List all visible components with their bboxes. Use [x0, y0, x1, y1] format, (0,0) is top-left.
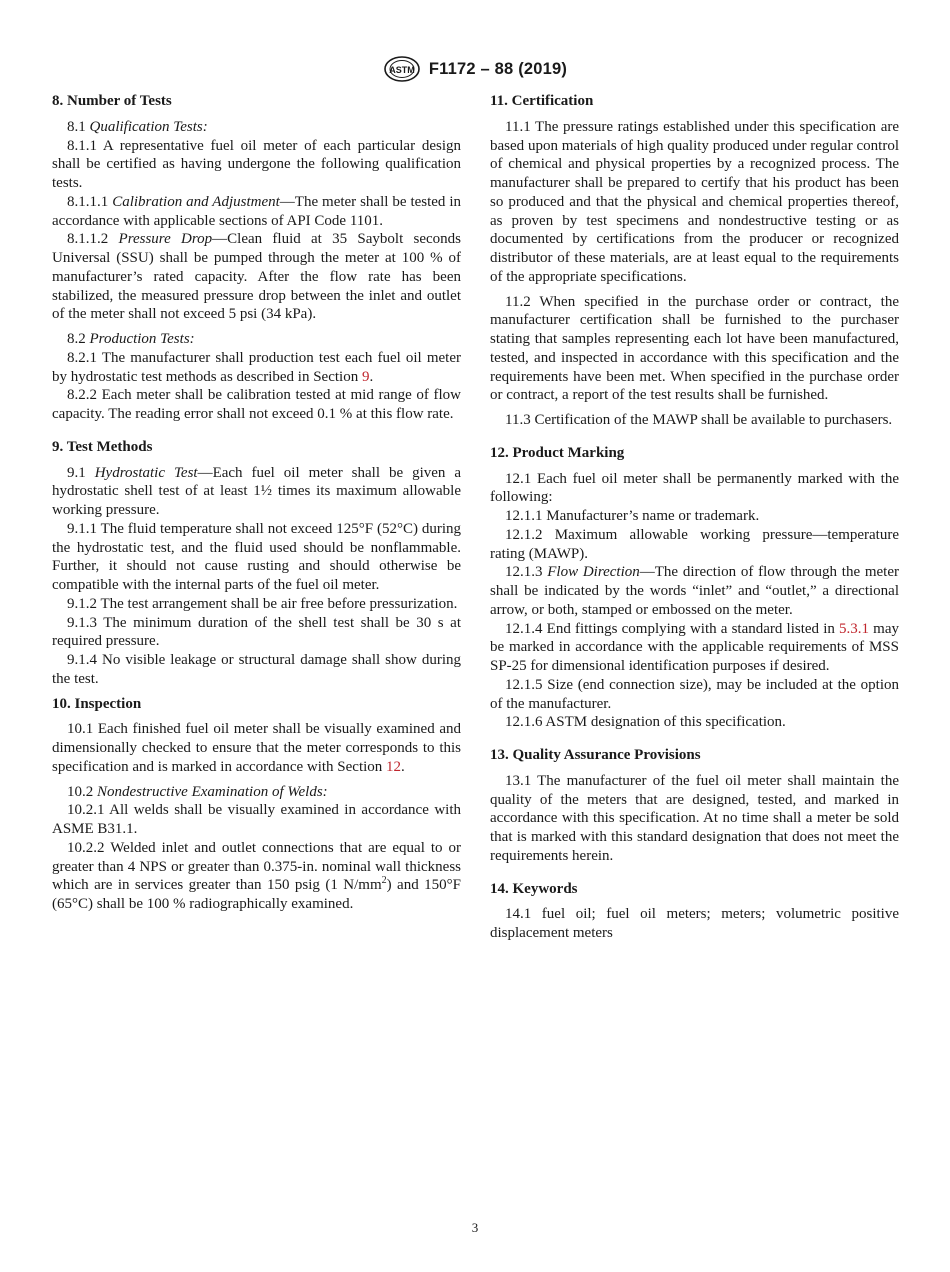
para-12-1-3: 12.1.3 Flow Direction—The direction of flow through the meter shall be indicated by the words “inlet” and “outlet,” a directional arrow, or both, stamped or embossed on the meter. [490, 564, 899, 618]
para-9-1-1: 9.1.1 The fluid temperature shall not exceed 125°F (52°C) during the hydrostatic test, and the fluid used should be nonflammable. Further, it should not cause rusting and should otherwise be compatible with the internal parts of the fuel oil meter. [52, 520, 461, 593]
para-10-2-1: 10.2.1 All welds shall be visually examined in accordance with ASME B31.1. [52, 802, 461, 837]
svg-text:ASTM: ASTM [389, 65, 415, 75]
section-13-heading: 13. Quality Assurance Provisions [490, 747, 701, 763]
para-9-1-3: 9.1.3 The minimum duration of the shell test shall be 30 s at required pressure. [52, 614, 461, 650]
para-8-2: 8.2 Production Tests: [67, 331, 195, 347]
section-10-heading: 10. Inspection [52, 695, 142, 712]
para-9-1: 9.1 Hydrostatic Test—Each fuel oil meter shall be given a hydrostatic shell test of at least 1½ times its maximum allowable working pressure. [52, 464, 462, 518]
section-5-3-1-link[interactable]: 5.3.1 [839, 620, 870, 637]
para-11-1: 11.1 The pressure ratings established under this specification are based upon materials of high quality produced under regular control of chemical and physical properties by a recognized process. The manufacturer shall be prepared to certify that his product has been so produced and that the physical and chemical properties thereof, as proven by test specimens and nondestructive testing or as documented by certifications from the producer or recognized distributor of these materials, are at least equal to the requirements of the appropriate specifications. [490, 118, 899, 285]
section-12-heading: 12. Product Marking [490, 444, 625, 461]
section-9-heading: 9. Test Methods [52, 438, 153, 455]
para-8-1-1: 8.1.1 A representative fuel oil meter of each particular design shall be certified as having undergone the following qualification tests. [52, 137, 461, 191]
para-11-3: 11.3 Certification of the MAWP shall be available to purchasers. [505, 412, 893, 428]
section-12-link[interactable]: 12 [386, 758, 402, 775]
para-11-2: 11.2 When specified in the purchase order or contract, the manufacturer certification shall be furnished to the purchaser stating that samples representing each lot have been manufactured, tested, and inspected in accordance with this specification and the requirements have been met. When specified in the purchase order or contract, a report of the test results shall be furnished. [490, 293, 899, 404]
para-14-1: 14.1 fuel oil; fuel oil meters; meters; volumetric positive displacement meters [490, 906, 899, 941]
section-8-heading: 8. Number of Tests [52, 93, 172, 109]
para-10-2: 10.2 Nondestructive Examination of Welds: [67, 783, 328, 800]
page-header [0, 56, 950, 82]
left-column [52, 92, 461, 914]
para-12-1-1: 12.1.1 Manufacturer’s name or trademark. [505, 508, 760, 524]
para-10-1: 10.1 Each finished fuel oil meter shall be visually examined and dimensionally checked to ensure that the meter corresponds to this specification and is marked in accordance with Section 12. [52, 721, 461, 775]
para-8-1-1-2: 8.1.1.2 Pressure Drop—Clean fluid at 35 Saybolt seconds Universal (SSU) shall be pumped through the meter at 100 % of manufacturer’s rated capacity. After the flow rate has been stabilized, the measured pressure drop between the inlet and outlet of the meter shall not exceed 5 psi (34 kPa). [52, 231, 462, 323]
para-9-1-2: 9.1.2 The test arrangement shall be air free before pressurization. [67, 595, 458, 612]
page-number: 3 [471, 1220, 479, 1235]
para-8-1: 8.1 Qualification Tests: [67, 118, 208, 135]
para-12-1: 12.1 Each fuel oil meter shall be permanently marked with the following: [490, 470, 899, 506]
right-column [490, 92, 899, 943]
para-9-1-4: 9.1.4 No visible leakage or structural damage shall show during the test. [52, 652, 461, 687]
section-14-heading: 14. Keywords [490, 880, 578, 897]
para-10-2-2: 10.2.2 Welded inlet and outlet connections that are equal to or greater than 4 NPS or greater than 0.375-in. nominal wall thickness which are in services greater than 150 psig (1 $N/mm^2$) and 150°F (65°C) shall be 100 % radiographically examined. [52, 839, 461, 912]
document-designation: F1172 – 88 (2019) [428, 59, 568, 78]
para-8-1-1-1: 8.1.1.1 Calibration and Adjustment—The meter shall be tested in accordance with applicable sections of API Code 1101. [52, 193, 462, 229]
section-11-heading: 11. Certification [490, 93, 594, 109]
para-12-1-2: 12.1.2 Maximum allowable working pressure—temperature rating (MAWP). [490, 526, 899, 562]
para-12-1-5: 12.1.5 Size (end connection size), may be included at the option of the manufacturer. [490, 676, 899, 712]
para-12-1-6: 12.1.6 ASTM designation of this specification. [505, 714, 786, 731]
para-13-1: 13.1 The manufacturer of the fuel oil meter shall maintain the quality of the meters that are designed, tested, and marked in accordance with this specification. At no time shall a meter be sold that is marked with this standard designation that does not meet the requirements herein. [490, 772, 899, 864]
para-12-1-4: 12.1.4 End fittings complying with a standard listed in 5.3.1 may be marked in accordance with the applicable requirements of MSS SP-25 for dimensional identification purposes if desired. [490, 620, 899, 674]
section-9-link[interactable]: 9 [361, 368, 370, 385]
astm-logo-icon [383, 56, 421, 82]
para-8-2-1: 8.2.1 The manufacturer shall production test each fuel oil meter by hydrostatic test methods as described in Section 9. [52, 349, 461, 385]
para-8-2-2: 8.2.2 Each meter shall be calibration tested at mid range of flow capacity. The reading error shall not exceed 0.1 % at this flow rate. [52, 387, 461, 422]
